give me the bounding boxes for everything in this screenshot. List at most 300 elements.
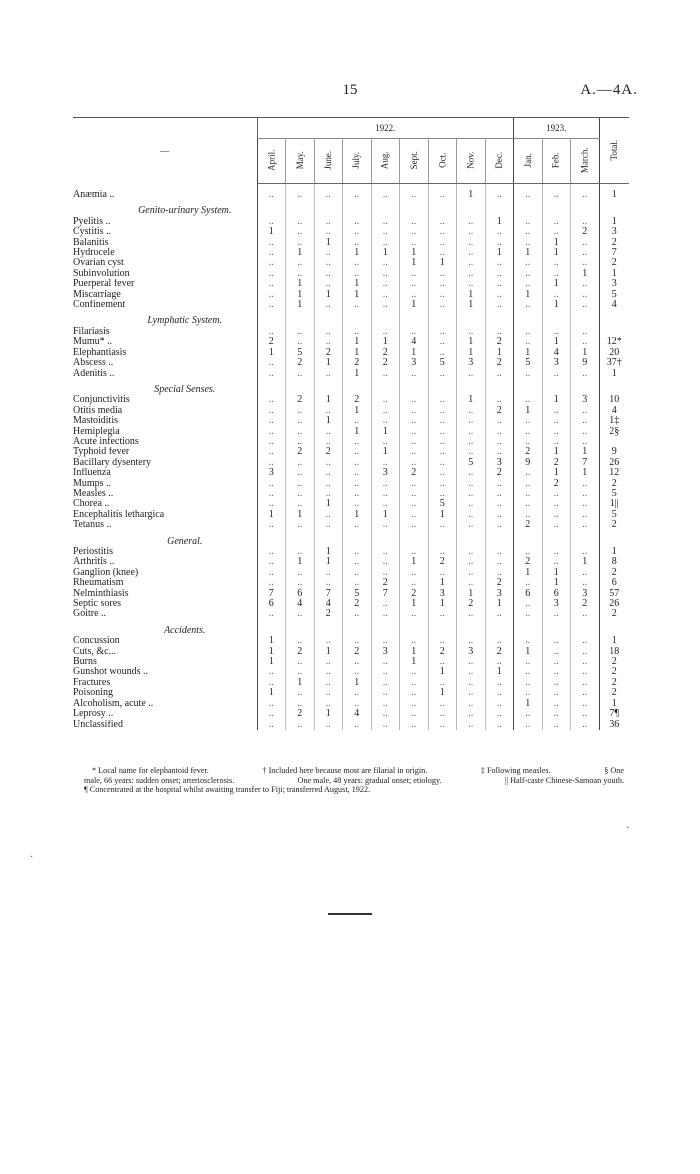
data-cell: 1 bbox=[314, 709, 343, 719]
data-cell: 5 bbox=[343, 589, 372, 599]
empty-cell: .. bbox=[257, 290, 286, 300]
empty-cell: .. bbox=[571, 327, 600, 337]
page-number: 15 bbox=[342, 82, 358, 98]
data-cell: 3 bbox=[485, 589, 514, 599]
empty-cell: .. bbox=[428, 489, 457, 499]
month-label: June. bbox=[323, 151, 334, 170]
data-cell: 1 bbox=[485, 348, 514, 358]
footnote-hemiplegia-second: One male, 48 years: gradual onset; etiology. bbox=[297, 775, 442, 785]
empty-cell: .. bbox=[343, 217, 372, 227]
empty-cell: .. bbox=[257, 258, 286, 268]
table-row bbox=[73, 369, 629, 379]
month-label: April. bbox=[266, 149, 277, 172]
row-label: Burns bbox=[73, 657, 97, 668]
empty-cell bbox=[371, 531, 400, 547]
row-label: Elephantiasis bbox=[73, 347, 127, 358]
empty-cell bbox=[400, 379, 429, 395]
empty-cell: .. bbox=[571, 647, 600, 657]
empty-cell: .. bbox=[371, 489, 400, 499]
data-cell: 3 bbox=[457, 358, 486, 368]
empty-cell: .. bbox=[286, 667, 315, 677]
data-cell: 1 bbox=[542, 248, 571, 258]
empty-cell: .. bbox=[485, 557, 514, 567]
empty-cell: .. bbox=[257, 416, 286, 426]
data-cell: 1 bbox=[457, 337, 486, 347]
empty-cell bbox=[400, 620, 429, 636]
empty-cell: .. bbox=[428, 547, 457, 557]
empty-cell: .. bbox=[400, 699, 429, 709]
empty-cell bbox=[514, 531, 543, 547]
month-header bbox=[314, 139, 343, 184]
empty-cell: .. bbox=[371, 227, 400, 237]
empty-cell bbox=[428, 310, 457, 326]
data-cell: 7 bbox=[257, 589, 286, 599]
data-cell: 2 bbox=[400, 468, 429, 478]
empty-cell: .. bbox=[371, 709, 400, 719]
empty-cell bbox=[457, 310, 486, 326]
row-label: Pyelitis .. bbox=[73, 216, 111, 227]
data-cell: 1 bbox=[286, 248, 315, 258]
empty-cell: .. bbox=[457, 657, 486, 667]
empty-cell: .. bbox=[428, 568, 457, 578]
empty-cell bbox=[485, 531, 514, 547]
empty-cell: .. bbox=[514, 578, 543, 588]
empty-cell: .. bbox=[400, 720, 429, 730]
empty-cell: .. bbox=[314, 468, 343, 478]
empty-cell: .. bbox=[371, 499, 400, 509]
data-cell: 5 bbox=[286, 348, 315, 358]
data-cell: 1 bbox=[428, 599, 457, 609]
row-total: 26 bbox=[599, 458, 629, 468]
empty-cell: .. bbox=[371, 557, 400, 567]
month-header bbox=[542, 139, 571, 184]
section-title: Genito-urinary System. bbox=[138, 205, 232, 217]
data-cell: 2 bbox=[371, 358, 400, 368]
empty-cell: .. bbox=[514, 667, 543, 677]
empty-cell: .. bbox=[457, 369, 486, 379]
empty-cell: .. bbox=[514, 468, 543, 478]
empty-cell: .. bbox=[286, 479, 315, 489]
empty-cell: .. bbox=[428, 657, 457, 667]
row-label: Arthritis .. bbox=[73, 557, 115, 568]
empty-cell: .. bbox=[428, 520, 457, 530]
row-total: 36 bbox=[599, 720, 629, 730]
data-cell: 1 bbox=[428, 688, 457, 698]
table-row bbox=[73, 447, 629, 457]
table-row bbox=[73, 510, 629, 520]
empty-cell: .. bbox=[514, 547, 543, 557]
table-row bbox=[73, 520, 629, 530]
empty-cell: .. bbox=[514, 437, 543, 447]
empty-cell: .. bbox=[343, 227, 372, 237]
row-label: Concussion bbox=[73, 636, 120, 647]
footnote-mastoiditis: ‡ Following measles. bbox=[480, 766, 551, 775]
data-cell: 1 bbox=[542, 337, 571, 347]
empty-cell: .. bbox=[571, 578, 600, 588]
empty-cell: .. bbox=[400, 609, 429, 619]
data-cell: 4 bbox=[314, 599, 343, 609]
empty-cell: .. bbox=[400, 520, 429, 530]
empty-cell: .. bbox=[257, 238, 286, 248]
empty-cell: .. bbox=[286, 720, 315, 730]
empty-cell: .. bbox=[257, 557, 286, 567]
data-cell: 1 bbox=[542, 468, 571, 478]
row-label: Septic sores bbox=[73, 599, 122, 610]
footnote-hemiplegia-detail: male, 66 years: sudden onset; arteriosclerosis. bbox=[84, 775, 235, 785]
empty-cell: .. bbox=[485, 678, 514, 688]
empty-cell: .. bbox=[286, 568, 315, 578]
data-cell: 1 bbox=[343, 290, 372, 300]
month-header bbox=[485, 139, 514, 184]
empty-cell: .. bbox=[514, 269, 543, 279]
empty-cell: .. bbox=[371, 678, 400, 688]
row-label: Mumu* .. bbox=[73, 337, 113, 348]
empty-cell: .. bbox=[371, 190, 400, 200]
empty-cell: .. bbox=[343, 720, 372, 730]
empty-cell: .. bbox=[286, 217, 315, 227]
table-row bbox=[73, 427, 629, 437]
empty-cell: .. bbox=[514, 369, 543, 379]
empty-cell: .. bbox=[286, 258, 315, 268]
data-cell: 1 bbox=[314, 647, 343, 657]
data-cell: 1 bbox=[400, 599, 429, 609]
data-cell: 1 bbox=[343, 406, 372, 416]
empty-cell bbox=[257, 200, 286, 216]
data-cell: 1 bbox=[514, 348, 543, 358]
empty-cell bbox=[542, 620, 571, 636]
empty-cell: .. bbox=[571, 709, 600, 719]
empty-cell: .. bbox=[400, 489, 429, 499]
empty-cell: .. bbox=[457, 499, 486, 509]
row-total: 20 bbox=[599, 348, 629, 358]
data-cell: 2 bbox=[400, 589, 429, 599]
empty-cell bbox=[257, 379, 286, 395]
empty-cell bbox=[314, 531, 343, 547]
empty-cell: .. bbox=[371, 437, 400, 447]
row-total: 4 bbox=[599, 406, 629, 416]
data-cell: 1 bbox=[542, 447, 571, 457]
empty-cell: .. bbox=[400, 709, 429, 719]
empty-cell: .. bbox=[286, 547, 315, 557]
empty-cell: .. bbox=[400, 269, 429, 279]
empty-cell: .. bbox=[457, 520, 486, 530]
data-cell: 3 bbox=[371, 468, 400, 478]
empty-cell: .. bbox=[400, 406, 429, 416]
month-header bbox=[457, 139, 486, 184]
table-row bbox=[73, 568, 629, 578]
empty-cell: .. bbox=[485, 269, 514, 279]
empty-cell: .. bbox=[371, 217, 400, 227]
empty-cell bbox=[371, 310, 400, 326]
data-cell: 1 bbox=[343, 427, 372, 437]
data-cell: 2 bbox=[485, 578, 514, 588]
empty-cell bbox=[286, 620, 315, 636]
empty-cell: .. bbox=[428, 720, 457, 730]
empty-cell bbox=[457, 200, 486, 216]
empty-cell: .. bbox=[371, 416, 400, 426]
data-cell: 1 bbox=[400, 258, 429, 268]
data-cell: 1 bbox=[314, 395, 343, 405]
empty-cell: .. bbox=[571, 190, 600, 200]
row-label: Unclassified bbox=[73, 719, 123, 730]
data-cell: 5 bbox=[428, 358, 457, 368]
month-label: Oct. bbox=[437, 152, 448, 169]
empty-cell bbox=[599, 379, 629, 395]
empty-cell: .. bbox=[428, 479, 457, 489]
empty-cell bbox=[514, 310, 543, 326]
row-label: Gunshot wounds .. bbox=[73, 667, 149, 678]
data-cell: 1 bbox=[571, 468, 600, 478]
table-row bbox=[73, 269, 629, 279]
row-label: Tetanus .. bbox=[73, 520, 112, 531]
data-cell: 2 bbox=[343, 599, 372, 609]
table-row bbox=[73, 337, 629, 347]
empty-cell bbox=[571, 531, 600, 547]
empty-cell: .. bbox=[542, 406, 571, 416]
empty-cell: .. bbox=[514, 238, 543, 248]
empty-cell bbox=[571, 200, 600, 216]
empty-cell: .. bbox=[542, 327, 571, 337]
empty-cell: .. bbox=[457, 688, 486, 698]
data-cell: 1 bbox=[485, 599, 514, 609]
row-label: Subinvolution bbox=[73, 268, 130, 279]
row-label: Otitis media bbox=[73, 405, 123, 416]
empty-cell: .. bbox=[457, 447, 486, 457]
empty-cell: .. bbox=[457, 227, 486, 237]
empty-cell: .. bbox=[371, 636, 400, 646]
empty-cell: .. bbox=[514, 688, 543, 698]
empty-cell: .. bbox=[371, 369, 400, 379]
table-row bbox=[73, 348, 629, 358]
empty-cell: .. bbox=[571, 720, 600, 730]
empty-cell bbox=[485, 620, 514, 636]
empty-cell: .. bbox=[371, 720, 400, 730]
row-total: 5 bbox=[599, 510, 629, 520]
empty-cell: .. bbox=[514, 279, 543, 289]
empty-cell bbox=[343, 531, 372, 547]
empty-cell: .. bbox=[286, 578, 315, 588]
empty-cell: .. bbox=[371, 395, 400, 405]
margin-mark: · bbox=[626, 823, 630, 834]
data-cell: 1 bbox=[314, 547, 343, 557]
empty-cell: .. bbox=[343, 300, 372, 310]
empty-cell: .. bbox=[314, 217, 343, 227]
data-cell: 1 bbox=[428, 258, 457, 268]
empty-cell: .. bbox=[257, 499, 286, 509]
data-cell: 7 bbox=[371, 589, 400, 599]
data-cell: 1 bbox=[257, 647, 286, 657]
row-label: Measles .. bbox=[73, 488, 114, 499]
empty-cell: .. bbox=[428, 337, 457, 347]
empty-cell: .. bbox=[485, 699, 514, 709]
empty-cell: .. bbox=[457, 327, 486, 337]
empty-cell: .. bbox=[457, 269, 486, 279]
empty-cell: .. bbox=[485, 520, 514, 530]
data-cell: 1 bbox=[457, 300, 486, 310]
data-cell: 1 bbox=[400, 300, 429, 310]
empty-cell: .. bbox=[457, 709, 486, 719]
empty-cell: .. bbox=[343, 688, 372, 698]
empty-cell: .. bbox=[542, 427, 571, 437]
empty-cell: .. bbox=[485, 657, 514, 667]
row-total: 6 bbox=[599, 578, 629, 588]
data-cell: 1 bbox=[542, 568, 571, 578]
empty-cell: .. bbox=[428, 290, 457, 300]
empty-cell: .. bbox=[542, 609, 571, 619]
empty-cell: .. bbox=[514, 337, 543, 347]
empty-cell: .. bbox=[571, 437, 600, 447]
empty-cell: .. bbox=[257, 720, 286, 730]
empty-cell: .. bbox=[571, 300, 600, 310]
empty-cell: .. bbox=[314, 520, 343, 530]
empty-cell: .. bbox=[257, 520, 286, 530]
empty-cell: .. bbox=[400, 447, 429, 457]
table-row bbox=[73, 578, 629, 588]
empty-cell bbox=[599, 310, 629, 326]
section-title: Special Senses. bbox=[154, 383, 216, 395]
empty-cell: .. bbox=[257, 479, 286, 489]
empty-cell: .. bbox=[314, 406, 343, 416]
month-header bbox=[343, 139, 372, 184]
empty-cell: .. bbox=[542, 547, 571, 557]
empty-cell: .. bbox=[257, 437, 286, 447]
empty-cell: .. bbox=[314, 258, 343, 268]
empty-cell bbox=[257, 620, 286, 636]
empty-cell: .. bbox=[542, 520, 571, 530]
table-row bbox=[73, 437, 629, 447]
data-cell: 1 bbox=[542, 578, 571, 588]
empty-cell bbox=[371, 620, 400, 636]
empty-cell: .. bbox=[400, 636, 429, 646]
row-label: Leprosy .. bbox=[73, 709, 114, 720]
table-row bbox=[73, 688, 629, 698]
data-cell: 1 bbox=[514, 290, 543, 300]
total-header bbox=[599, 118, 629, 184]
empty-cell: .. bbox=[457, 609, 486, 619]
table-row bbox=[73, 248, 629, 258]
empty-cell: .. bbox=[457, 479, 486, 489]
empty-cell: .. bbox=[371, 406, 400, 416]
row-total: 4 bbox=[599, 300, 629, 310]
empty-cell: .. bbox=[542, 499, 571, 509]
empty-cell: .. bbox=[457, 720, 486, 730]
empty-cell: .. bbox=[314, 510, 343, 520]
empty-cell: .. bbox=[371, 479, 400, 489]
data-cell: 7 bbox=[314, 589, 343, 599]
empty-cell bbox=[286, 379, 315, 395]
empty-cell: .. bbox=[400, 369, 429, 379]
empty-cell bbox=[485, 200, 514, 216]
empty-cell: .. bbox=[571, 258, 600, 268]
data-cell: 1 bbox=[343, 510, 372, 520]
empty-cell: .. bbox=[286, 468, 315, 478]
empty-cell: .. bbox=[314, 427, 343, 437]
empty-cell: .. bbox=[400, 568, 429, 578]
year-header-row bbox=[73, 118, 629, 139]
empty-cell: .. bbox=[371, 258, 400, 268]
empty-cell: .. bbox=[542, 269, 571, 279]
empty-cell: .. bbox=[428, 458, 457, 468]
empty-cell: .. bbox=[457, 547, 486, 557]
data-cell: 1 bbox=[371, 447, 400, 457]
empty-cell: .. bbox=[571, 248, 600, 258]
empty-cell: .. bbox=[485, 227, 514, 237]
empty-cell: .. bbox=[571, 427, 600, 437]
data-cell: 1 bbox=[514, 568, 543, 578]
empty-cell: .. bbox=[514, 217, 543, 227]
row-total: 12* bbox=[599, 337, 629, 347]
row-total: 2 bbox=[599, 520, 629, 530]
data-cell: 6 bbox=[286, 589, 315, 599]
empty-cell: .. bbox=[485, 327, 514, 337]
table-row bbox=[73, 358, 629, 368]
table-row bbox=[73, 190, 629, 200]
empty-cell bbox=[257, 310, 286, 326]
data-cell: 1 bbox=[457, 348, 486, 358]
row-label: Hemiplegia bbox=[73, 426, 120, 437]
empty-cell: .. bbox=[371, 300, 400, 310]
empty-cell bbox=[571, 310, 600, 326]
month-header bbox=[428, 139, 457, 184]
row-total: 1|| bbox=[599, 499, 629, 509]
empty-cell bbox=[314, 620, 343, 636]
empty-cell: .. bbox=[371, 458, 400, 468]
empty-cell: .. bbox=[343, 667, 372, 677]
row-total: 2 bbox=[599, 238, 629, 248]
empty-cell: .. bbox=[371, 667, 400, 677]
data-cell: 2 bbox=[514, 447, 543, 457]
data-cell: 1 bbox=[400, 657, 429, 667]
empty-cell: .. bbox=[542, 688, 571, 698]
empty-cell: .. bbox=[257, 568, 286, 578]
empty-cell: .. bbox=[428, 279, 457, 289]
empty-cell: .. bbox=[314, 479, 343, 489]
empty-cell: .. bbox=[314, 678, 343, 688]
row-total: 2 bbox=[599, 678, 629, 688]
empty-cell: .. bbox=[514, 416, 543, 426]
empty-cell: .. bbox=[314, 636, 343, 646]
empty-cell: .. bbox=[314, 568, 343, 578]
data-cell: 1 bbox=[343, 348, 372, 358]
data-cell: 6 bbox=[542, 589, 571, 599]
data-cell: 1 bbox=[571, 269, 600, 279]
empty-cell: .. bbox=[286, 227, 315, 237]
empty-cell: .. bbox=[485, 568, 514, 578]
empty-cell: .. bbox=[485, 279, 514, 289]
empty-cell: .. bbox=[371, 238, 400, 248]
empty-cell: .. bbox=[571, 688, 600, 698]
row-total: 1‡ bbox=[599, 416, 629, 426]
empty-cell: .. bbox=[571, 678, 600, 688]
empty-cell: .. bbox=[343, 327, 372, 337]
month-header bbox=[257, 139, 286, 184]
empty-cell: .. bbox=[485, 427, 514, 437]
data-cell: 1 bbox=[314, 499, 343, 509]
empty-cell: .. bbox=[400, 190, 429, 200]
empty-cell bbox=[599, 531, 629, 547]
row-label: Poisoning bbox=[73, 688, 114, 699]
row-total: 7 bbox=[599, 248, 629, 258]
data-cell: 1 bbox=[514, 699, 543, 709]
section-title: General. bbox=[167, 535, 203, 547]
empty-cell: .. bbox=[371, 599, 400, 609]
data-cell: 2 bbox=[286, 447, 315, 457]
row-label: Balanitis bbox=[73, 237, 109, 248]
month-label: March. bbox=[579, 147, 590, 174]
empty-cell: .. bbox=[371, 547, 400, 557]
table-row bbox=[73, 720, 629, 730]
data-cell: 2 bbox=[542, 458, 571, 468]
